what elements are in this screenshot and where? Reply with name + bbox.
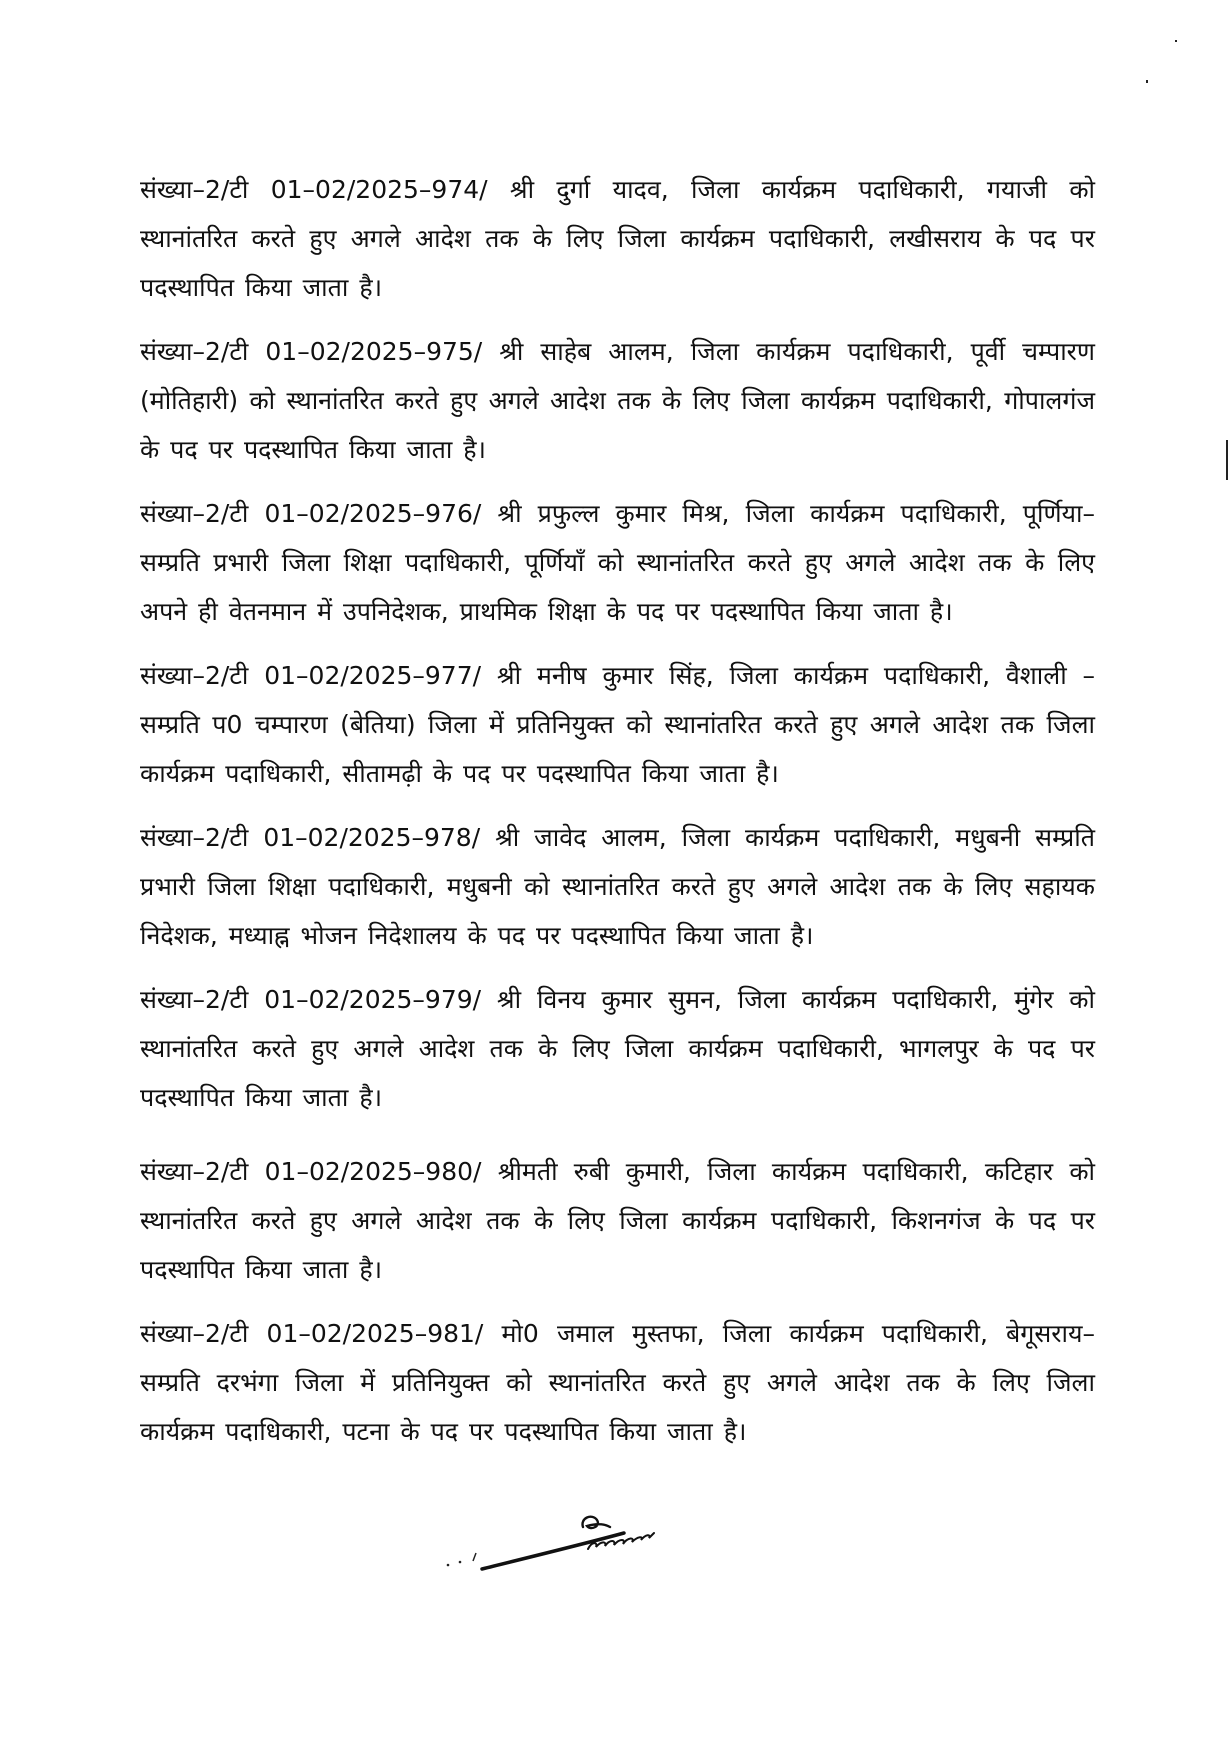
order-reference: संख्या–2/टी 01–02/2025–981/ [140, 1319, 484, 1348]
scan-speck [1146, 80, 1148, 83]
order-paragraph [140, 489, 1095, 636]
order-paragraph [140, 1309, 1095, 1456]
order-reference: संख्या–2/टी 01–02/2025–975/ [140, 337, 483, 366]
order-paragraph [140, 1147, 1095, 1294]
order-paragraph [140, 327, 1095, 474]
order-text: श्री विनय कुमार सुमन, जिला कार्यक्रम पदाधिकारी, मुंगेर को स्थानांतरित करते हुए अगले आदेश तक के लिए जिला कार्यक्रम पदाधिकारी, भागलपुर के पद पर पदस्थापित किया जाता है। [140, 985, 1095, 1112]
order-reference: संख्या–2/टी 01–02/2025–974/ [140, 175, 488, 204]
order-text: श्री प्रफुल्ल कुमार मिश्र, जिला कार्यक्रम पदाधिकारी, पूर्णिया–सम्प्रति प्रभारी जिला शिक्षा पदाधिकारी, पूर्णियाँ को स्थानांतरित करते हुए अगले आदेश तक के लिए अपने ही वेतनमान में उपनिदेशक, प्राथमिक शिक्षा के पद पर पदस्थापित किया जाता है। [140, 499, 1095, 626]
order-paragraph [140, 165, 1095, 312]
order-paragraph [140, 651, 1095, 798]
order-reference: संख्या–2/टी 01–02/2025–979/ [140, 985, 482, 1014]
order-body [140, 165, 1095, 1471]
scan-margin-mark [1226, 440, 1228, 480]
scan-speck [1175, 40, 1177, 42]
order-text: मो0 जमाल मुस्तफा, जिला कार्यक्रम पदाधिकारी, बेगूसराय–सम्प्रति दरभंगा जिला में प्रतिनियुक्त को स्थानांतरित करते हुए अगले आदेश तक के लिए जिला कार्यक्रम पदाधिकारी, पटना के पद पर पदस्थापित किया जाता है। [140, 1319, 1095, 1446]
order-reference: संख्या–2/टी 01–02/2025–976/ [140, 499, 482, 528]
order-text: श्रीमती रुबी कुमारी, जिला कार्यक्रम पदाधिकारी, कटिहार को स्थानांतरित करते हुए अगले आदेश तक के लिए जिला कार्यक्रम पदाधिकारी, किशनगंज के पद पर पदस्थापित किया जाता है। [140, 1157, 1095, 1284]
order-text: श्री जावेद आलम, जिला कार्यक्रम पदाधिकारी, मधुबनी सम्प्रति प्रभारी जिला शिक्षा पदाधिकारी, मधुबनी को स्थानांतरित करते हुए अगले आदेश तक के लिए सहायक निदेशक, मध्याह्न भोजन निदेशालय के पद पर पदस्थापित किया जाता है। [140, 823, 1095, 950]
order-text: श्री दुर्गा यादव, जिला कार्यक्रम पदाधिकारी, गयाजी को स्थानांतरित करते हुए अगले आदेश तक के लिए जिला कार्यक्रम पदाधिकारी, लखीसराय के पद पर पदस्थापित किया जाता है। [140, 175, 1096, 302]
order-text: श्री साहेब आलम, जिला कार्यक्रम पदाधिकारी, पूर्वी चम्पारण (मोतिहारी) को स्थानांतरित करते हुए अगले आदेश तक के लिए जिला कार्यक्रम पदाधिकारी, गोपालगंज के पद पर पदस्थापित किया जाता है। [140, 337, 1095, 464]
handwritten-signature [440, 1505, 700, 1585]
order-paragraph [140, 975, 1095, 1122]
order-reference: संख्या–2/टी 01–02/2025–978/ [140, 823, 481, 852]
order-reference: संख्या–2/टी 01–02/2025–980/ [140, 1157, 482, 1186]
order-text: श्री मनीष कुमार सिंह, जिला कार्यक्रम पदाधिकारी, वैशाली –सम्प्रति प0 चम्पारण (बेतिया) जिला में प्रतिनियुक्त को स्थानांतरित करते हुए अगले आदेश तक जिला कार्यक्रम पदाधिकारी, सीतामढ़ी के पद पर पदस्थापित किया जाता है। [140, 661, 1095, 788]
order-paragraph [140, 813, 1095, 960]
order-reference: संख्या–2/टी 01–02/2025–977/ [140, 661, 482, 690]
